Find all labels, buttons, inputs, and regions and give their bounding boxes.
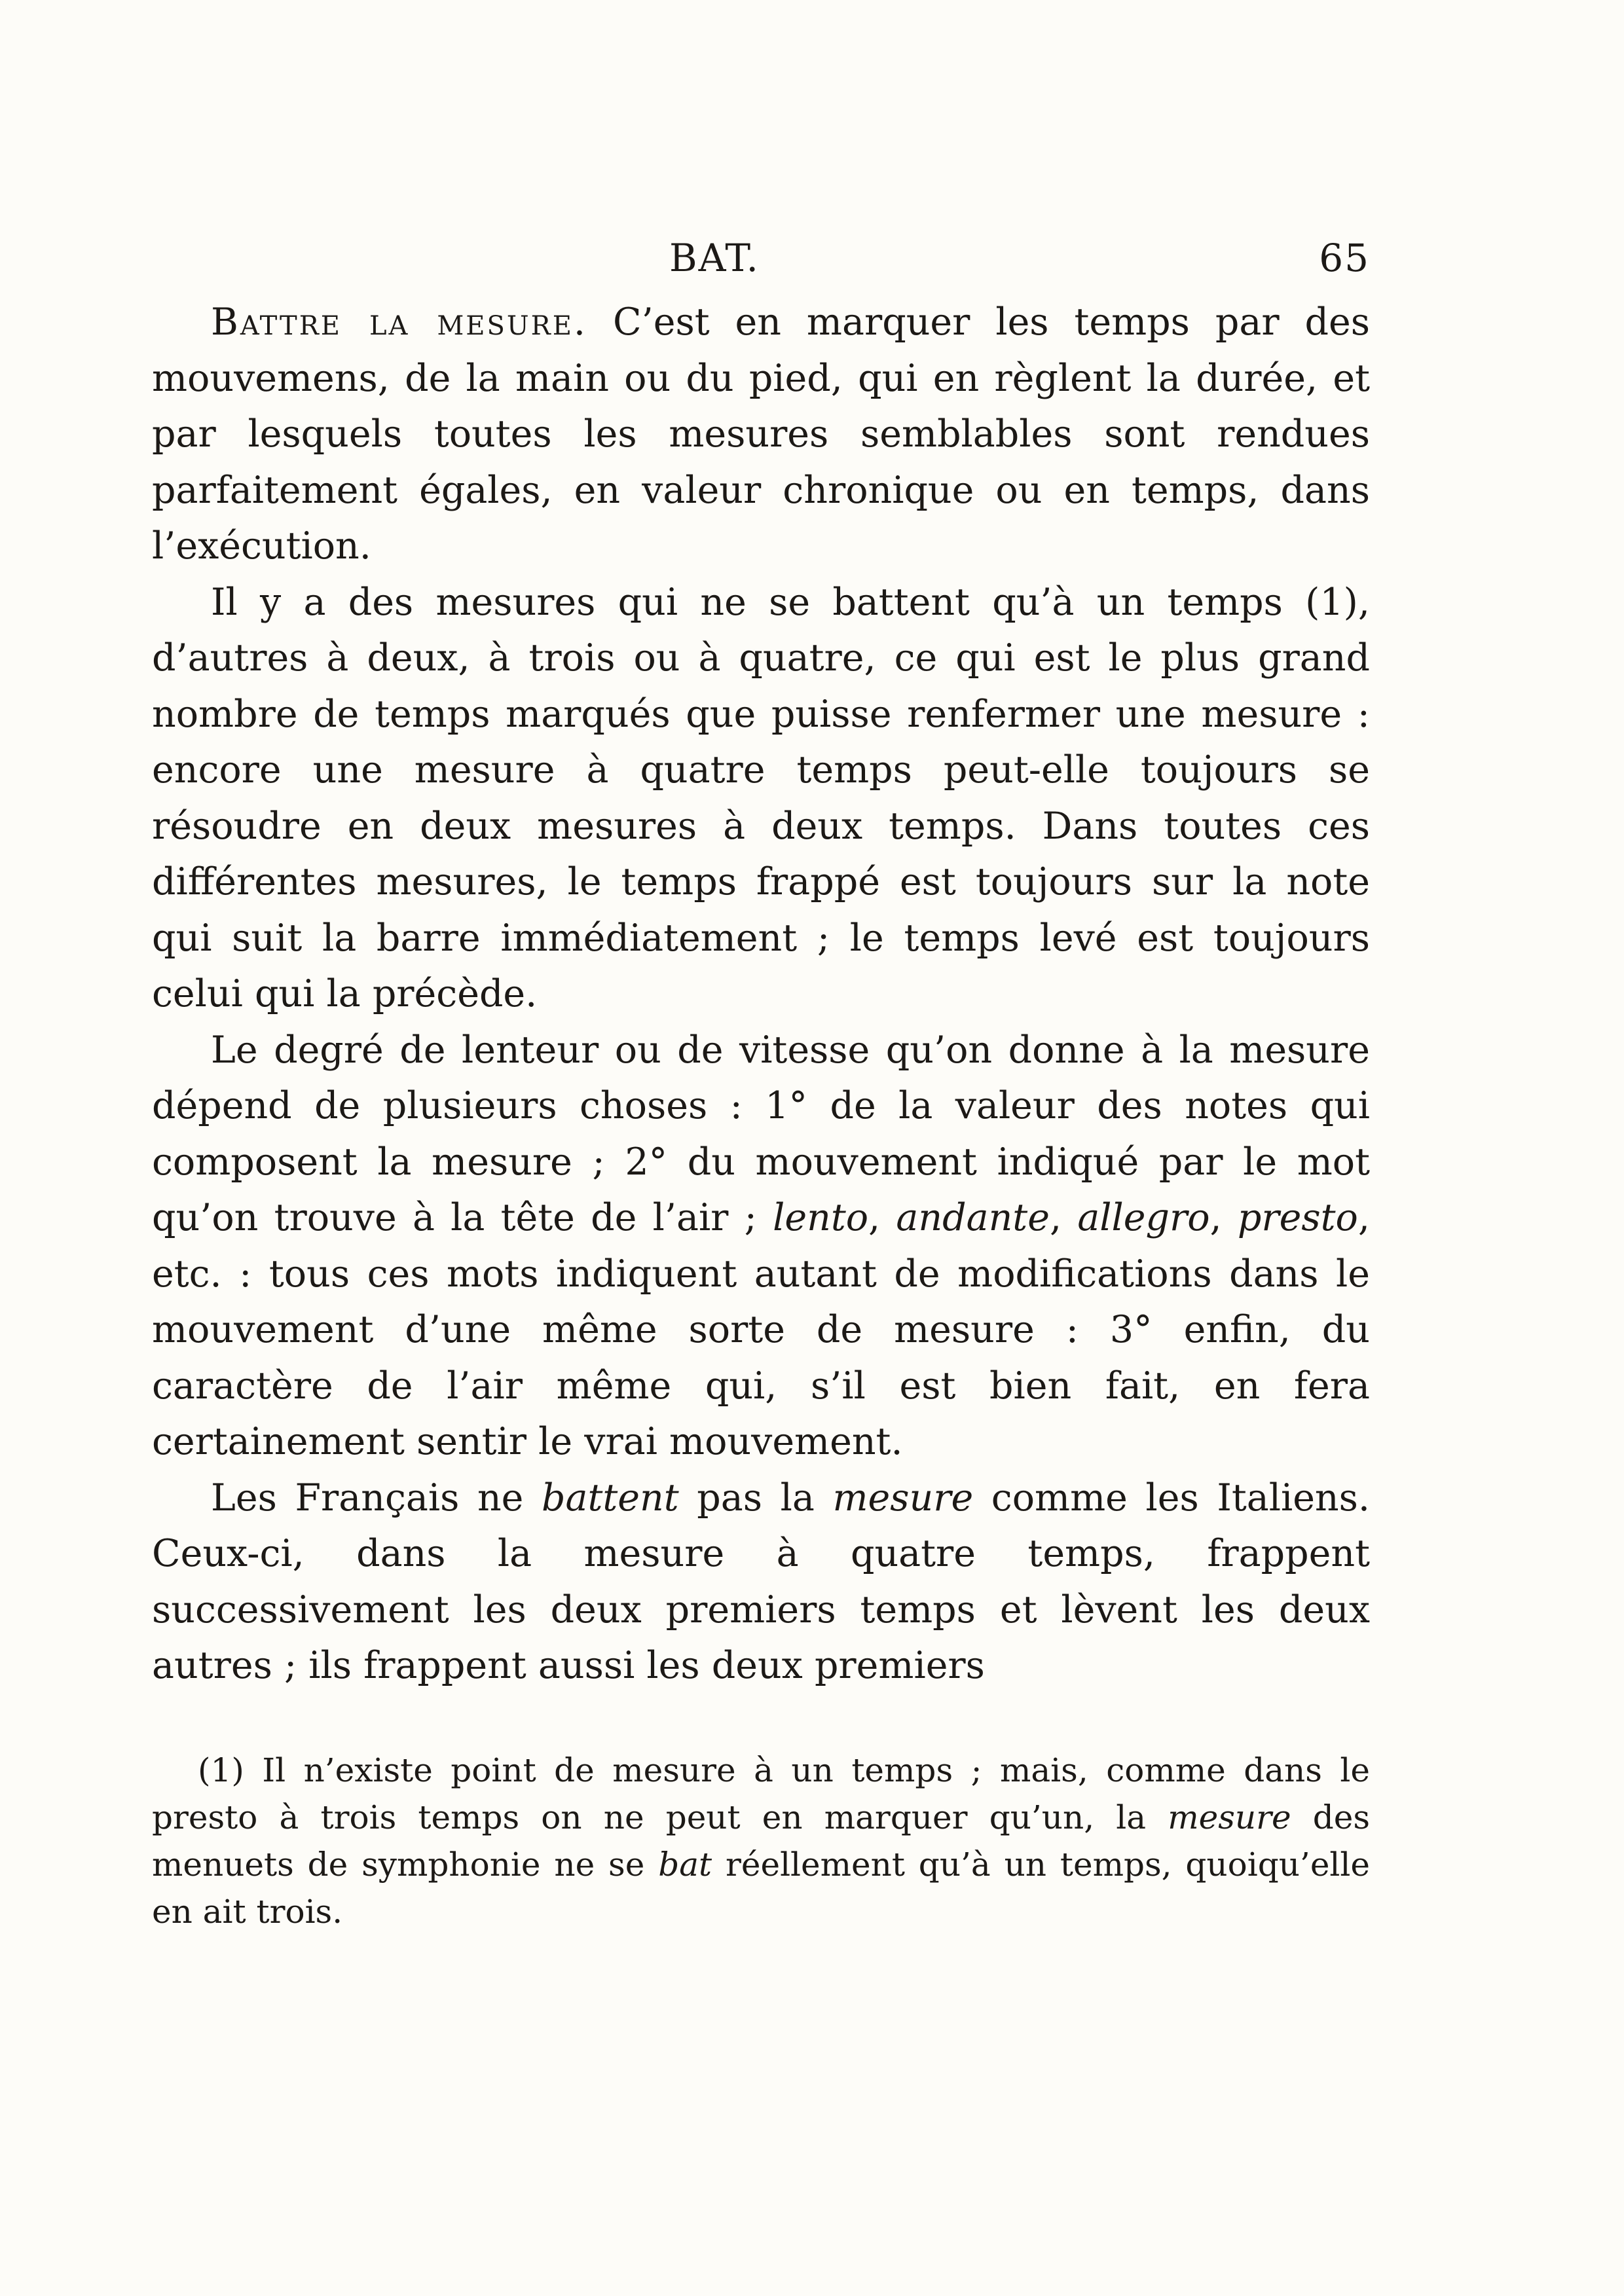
paragraph-1-text: C’est en marquer les temps par des mouvemens, de la main ou du pied, qui en règlent la durée, et par lesquels toutes les mesures semblables sont rendues parfaitement égales, en valeur chronique ou en temps, dans l’exécution. — [152, 301, 1370, 568]
tempo-term-andante: andante — [896, 1196, 1050, 1239]
paragraph-4-text-1: Les Français ne — [211, 1476, 542, 1520]
paragraph-1 — [152, 295, 1370, 575]
footnote-text-3: réellement qu’à un temps, quoiqu’elle en ait trois. — [152, 1845, 1370, 1931]
tempo-term-allegro: allegro — [1077, 1196, 1210, 1239]
paragraph-4-text-2: pas la — [678, 1476, 833, 1520]
tempo-term-lento: lento — [773, 1196, 869, 1239]
footnote-text-1: (1) Il n’existe point de mesure à un temps ; mais, comme dans le presto à trois temps on ne peut en marquer qu’un, la — [152, 1751, 1370, 1836]
separator: , — [1209, 1196, 1238, 1239]
main-text — [152, 295, 1370, 1694]
footnote-text-2: des menuets de symphonie ne se — [152, 1798, 1370, 1884]
entry-heading: Battre la mesure. — [211, 301, 588, 344]
footnote-italic-bat: bat — [658, 1845, 712, 1884]
footnote-italic-mesure: mesure — [1168, 1798, 1291, 1836]
paragraph-3-text-1: Le degré de lenteur ou de vitesse qu’on donne à la mesure dépend de plusieurs choses : 1° de la valeur des notes qui composent la mesure ; 2° du mouvement indiqué par le mot qu’on trouve à la tête de l’air ; — [152, 1028, 1370, 1239]
paragraph-3 — [152, 1023, 1370, 1470]
footnote-paragraph — [152, 1747, 1370, 1935]
separator: , — [868, 1196, 896, 1239]
italic-mesure: mesure — [832, 1476, 974, 1520]
footnote — [152, 1747, 1370, 1935]
page-number: 65 — [1319, 236, 1370, 280]
separator: , — [1049, 1196, 1078, 1239]
tempo-term-presto: presto — [1237, 1196, 1358, 1239]
paragraph-3-text-2: , etc. : tous ces mots indiquent autant de modifications dans le mouvement d’une même sorte de mesure : 3° enfin, du caractère de l’air même qui, s’il est bien fait, en fera certainement sentir le vrai mouvement. — [152, 1196, 1370, 1463]
running-header — [152, 236, 1370, 295]
running-head-word: BAT. — [669, 236, 760, 280]
paragraph-2-text: Il y a des mesures qui ne se battent qu’à un temps (1), d’autres à deux, à trois ou à quatre, ce qui est le plus grand nombre de temps marqués que puisse renfermer une mesure : encore une mesure à quatre temps peut-elle toujours se résoudre en deux mesures à deux temps. Dans toutes ces différentes mesures, le temps frappé est toujours sur la note qui suit la barre immédiatement ; le temps levé est toujours celui qui la précède. — [152, 580, 1370, 1015]
book-page — [152, 236, 1370, 1935]
paragraph-4 — [152, 1470, 1370, 1694]
italic-battent: battent — [542, 1476, 679, 1520]
paragraph-4-text-3: comme les Italiens. Ceux-ci, dans la mesure à quatre temps, frappent successivement les deux premiers temps et lèvent les deux autres ; ils frappent aussi les deux premiers — [152, 1476, 1371, 1687]
paragraph-2 — [152, 575, 1370, 1023]
